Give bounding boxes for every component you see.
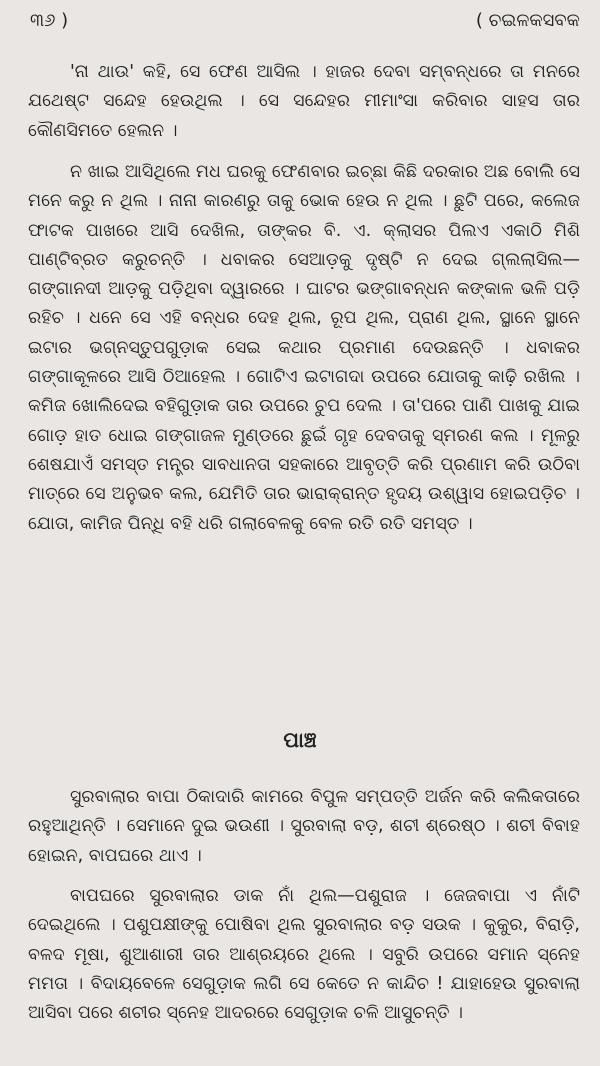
paragraph: ନ ଖାଇ ଆସିଥିଲେ ମଧ ଘରକୁ ଫେଣବାର ଇଚ୍ଛା କିଛି ଦରକାର ଅଛ ବୋଲି ସେ ମନେ କରୁ ନ ଥିଲ । ନାନା କାରଣରୁ ତାକୁ ଭୋକ ହେଉ ନ ଥିଲ । ଛୁଟି ପରେ, କଲେଜ ଫାଟକ ପାଖରେ ଆସି ଦେଖିଲ, ତାଙ୍କର ବି. ଏ. କ୍ଲାସର ପିଲଏ ଏକାଠି ମିଶି ପାଣ୍ଟିବ୍ରତ କରୁଚନ୍ତି । ଧବାକର ସେଆଡ଼କୁ ଦୃଷ୍ଟି ନ ଦେଇ ଗ୍ଲଲାସିଲ—ଗଙ୍ଗାନଦୀ ଆଡ଼କୁ ପଡ଼ିଥିବା ଦ୍ୱାରରେ । ଘାଟର ଭଙ୍ଗାବନ୍ଧନ କଙ୍କାଳ ଭଳି ପଡ଼ି ରହିଚ । ଧନେ ସେ ଏହି ବନ୍ଧର ଦେହ ଥିଲ, ରୂପ ଥିଲ, ପ୍ରାଣ ଥିଲ, ସ୍ଥାନେ ସ୍ଥାନେ ଇଟାର ଭଗ୍ନସ୍ତୁପଗୁଡ଼ାକ ସେଇ କଥାର ପ୍ରମାଣ ଦେଉଛନ୍ତି । ଧବାକର ଗଙ୍ଗାକୂଳରେ ଆସି ଠିଆହେଲ । ଗୋଟିଏ ଇଟାଗଦା ଉପରେ ଯୋତାକୁ କାଢ଼ି ରଖିଲ । କମିଜ ଖୋଲିଦେଇ ବହିଗୁଡ଼ାକ ତାର ଉପରେ ଚୁପ ଦେଲ । ତା'ପରେ ପାଣି ପାଖକୁ ଯାଇ ଗୋଡ଼ ହାତ ଧୋଇ ଗଙ୍ଗାଜଳ ମୁଣ୍ଡରେ ଛୁଇଁ ଗୃହ ଦେବତାକୁ ସ୍ମରଣ କଲ । ମୂଳରୁ ଶେଷଯାଏଁ ସମସ୍ତ ମନ୍ତ୍ର ସାବଧାନତା ସହକାରେ ଆବୃତ୍ତି କରି ପ୍ରଣାମ କରି ଉଠିବା ମାତ୍ରେ ସେ ଅନୁଭବ କଲ, ଯେମିତି ତାର ଭାରାକ୍ରାନ୍ତ ହୃଦୟ ଉଶ୍ୱାସ ହୋଇପଡ଼ିଚ । ଯୋତା, କାମିଜ ପିନ୍ଧି ବହି ଧରି ଗଲାବେଳକୁ ବେଳ ରତି ରତି ସମସ୍ତ ।	[28, 162, 580, 534]
paragraph: ବାପଘରେ ସୁରବାଲାର ଡାକ ନାଁ ଥିଲ—ପଶୁରାଜ । ଜେଜବାପା ଏ ନାଁଟି ଦେଇଥିଲେ । ପଶୁପକ୍ଷୀଙ୍କୁ ପୋଷିବା ଥିଲ ସୁରବାଲାର ବଡ଼ ସଉକ । କୁକୁର, ବିରାଡ଼ି, ବଳଦ ମୂଷା, ଶୁଆଶାରୀ ତାର ଆଶ୍ରୟରେ ଥିଲେ । ସବୁରି ଉପରେ ସମାନ ସ୍ନେହ ମମତା । ବିଦାୟବେଳେ ସେଗୁଡ଼ାକ ଲଗି ସେ କେତେ ନ କାନ୍ଦିଚ ! ଯାହାହେଉ ସୁରବାଲା ଆସିବା ପରେ ଶଚୀର ସ୍ନେହ ଆଦରରେ ସେଗୁଡ଼ାକ ଚଳି ଆସୁଚନ୍ତି ।	[28, 886, 580, 1024]
running-head: ( ଚଇଳକସବକ	[475, 10, 580, 31]
paragraph: 'ନା ଥାଉ' କହି, ସେ ଫେଣ ଆସିଲ । ହାଜର ଦେବା ସମ୍ବନ୍ଧରେ ତା ମନରେ ଯଥେଷ୍ଟ ସନ୍ଦେହ ହେଉଥିଲ । ସେ ସନ୍ଦେହର ମୀମାଂସା କରିବାର ସାହସ ତାର କୌଣସିମତେ ହେଲନ ।	[28, 62, 580, 141]
page-number: ୩୬ )	[30, 10, 69, 31]
page-header	[30, 10, 580, 42]
section-heading: ପାଞ୍ଚ	[283, 728, 317, 752]
paragraph: ସୁରବାଲାର ବାପା ଠିକାଦାରି କାମରେ ବିପୁଳ ସମ୍ପତ୍ତି ଅର୍ଜନ କରି କଲିକତାରେ ରହୁଆଥିନ୍ତି । ସେମାନେ ଦୁଇ ଭଉଣୀ । ସୁରବାଲା ବଡ଼, ଶଚୀ ଶ୍ରେଷ୍ଠ । ଶଚୀ ବିବାହ ହୋଇନ, ବାପଘରେ ଥାଏ ।	[28, 787, 580, 866]
